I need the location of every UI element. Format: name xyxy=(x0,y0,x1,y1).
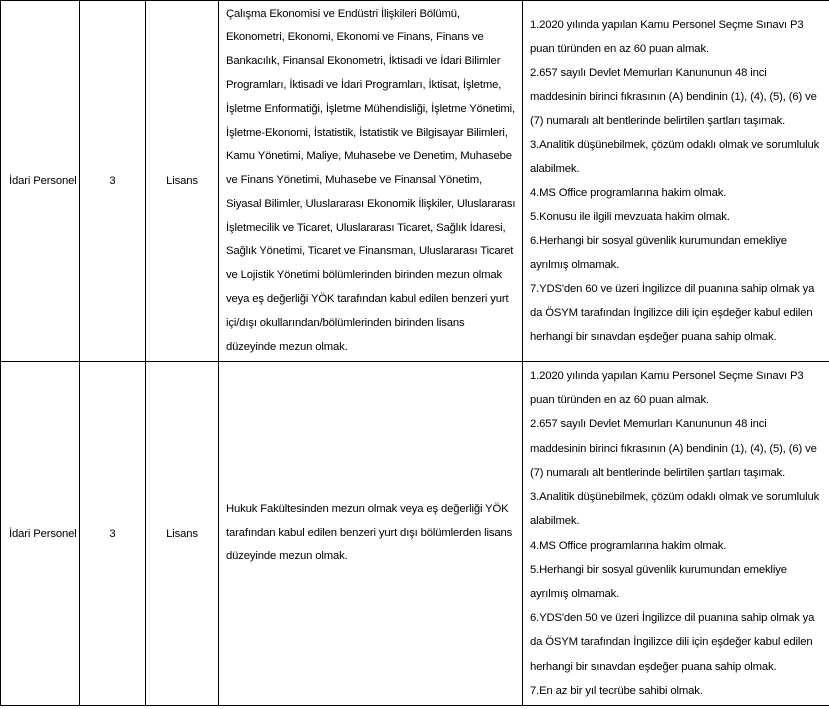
count-cell: 3 xyxy=(80,1,146,362)
count-cell: 3 xyxy=(80,362,146,706)
requirement-item: 5.Herhangi bir sosyal güvenlik kurumundan emekliye ayrılmış olmamak. xyxy=(530,563,787,600)
requirement-item: 1.2020 yılında yapılan Kamu Personel Seçme Sınavı P3 puan türünden en az 60 puan almak. xyxy=(530,19,804,55)
requirement-item: 2.657 sayılı Devlet Memurları Kanununun 48 inci maddesinin birinci fıkrasının (A) bendinin (1), (4), (5), (6) ve (7) numaralı alt bentlerinde belirtilen şartları taşımak. xyxy=(530,67,817,127)
requirement-item: 7.En az bir yıl tecrübe sahibi olmak. xyxy=(530,684,703,697)
position-cell: İdari Personel xyxy=(1,362,80,706)
requirement-item: 3.Analitik düşünebilmek, çözüm odaklı olmak ve sorumluluk alabilmek. xyxy=(530,139,820,175)
requirement-item: 7.YDS'den 60 ve üzeri İngilizce dil puanına sahip olmak ya da ÖSYM tarafından İngilizce dili için eşdeğer kabul edilen herhangi bir sınavdan eşdeğer puana sahip olmak. xyxy=(530,283,815,343)
requirement-item: 1.2020 yılında yapılan Kamu Personel Seçme Sınavı P3 puan türünden en az 60 puan almak. xyxy=(530,370,804,407)
position-cell: İdari Personel xyxy=(1,1,80,362)
requirement-item: 4.MS Office programlarına hakim olmak. xyxy=(530,539,727,552)
requirement-item: 2.657 sayılı Devlet Memurları Kanununun 48 inci maddesinin birinci fıkrasının (A) bendinin (1), (4), (5), (6) ve (7) numaralı alt bentlerinde belirtilen şartları taşımak. xyxy=(530,418,817,479)
requirement-item: 6.YDS'den 50 ve üzeri İngilizce dil puanına sahip olmak ya da ÖSYM tarafından İngilizce dili için eşdeğer kabul edilen herhangi bir sınavdan eşdeğer puana sahip olmak. xyxy=(530,612,815,673)
requirement-item: 4.MS Office programlarına hakim olmak. xyxy=(530,187,727,199)
requirement-item: 6.Herhangi bir sosyal güvenlik kurumundan emekliye ayrılmış olmamak. xyxy=(530,235,787,271)
education-level-cell: Lisans xyxy=(146,362,219,706)
table-row xyxy=(1,362,829,706)
requirement-item: 5.Konusu ile ilgili mevzuata hakim olmak. xyxy=(530,211,730,223)
departments-cell: Çalışma Ekonomisi ve Endüstri İlişkileri Bölümü, Ekonometri, Ekonomi, Ekonomi ve Finans, Finans ve Bankacılık, Finansal Ekonometri, İktisadi ve İdari Bilimler Programları, İktisadi ve İdari Programları, İktisat, İşletme, İşletme Enformatiği, İşletme Mühendisliği, İşletme Yönetimi, İşletme-Ekonomi, İstatistik, İstatistik ve Bilgisayar Bilimleri, Kamu Yönetimi, Maliye, Muhasebe ve Denetim, Muhasebe ve Finans Yönetimi, Muhasebe ve Finansal Yönetim, Siyasal Bilimler, Uluslararası Ekonomik İlişkiler, Uluslararası İşletmecilik ve Ticaret, Uluslararası Ticaret, Sağlık İdaresi, Sağlık Yönetimi, Ticaret ve Finansman, Uluslararası Ticaret ve Lojistik Yönetimi bölümlerinden birinden mezun olmak veya eş değerliği YÖK tarafından kabul edilen benzeri yurt içi/dışı okullarından/bölümlerinden birinden lisans düzeyinde mezun olmak. xyxy=(219,1,523,362)
education-level-cell: Lisans xyxy=(146,1,219,362)
table-row xyxy=(1,1,829,362)
requirements-cell xyxy=(523,1,829,362)
departments-cell: Hukuk Fakültesinden mezun olmak veya eş değerliği YÖK tarafından kabul edilen benzeri yurt dışı bölümlerden lisans düzeyinde mezun olmak. xyxy=(219,362,523,706)
requirement-item: 3.Analitik düşünebilmek, çözüm odaklı olmak ve sorumluluk alabilmek. xyxy=(530,491,820,528)
requirements-cell xyxy=(523,362,829,706)
